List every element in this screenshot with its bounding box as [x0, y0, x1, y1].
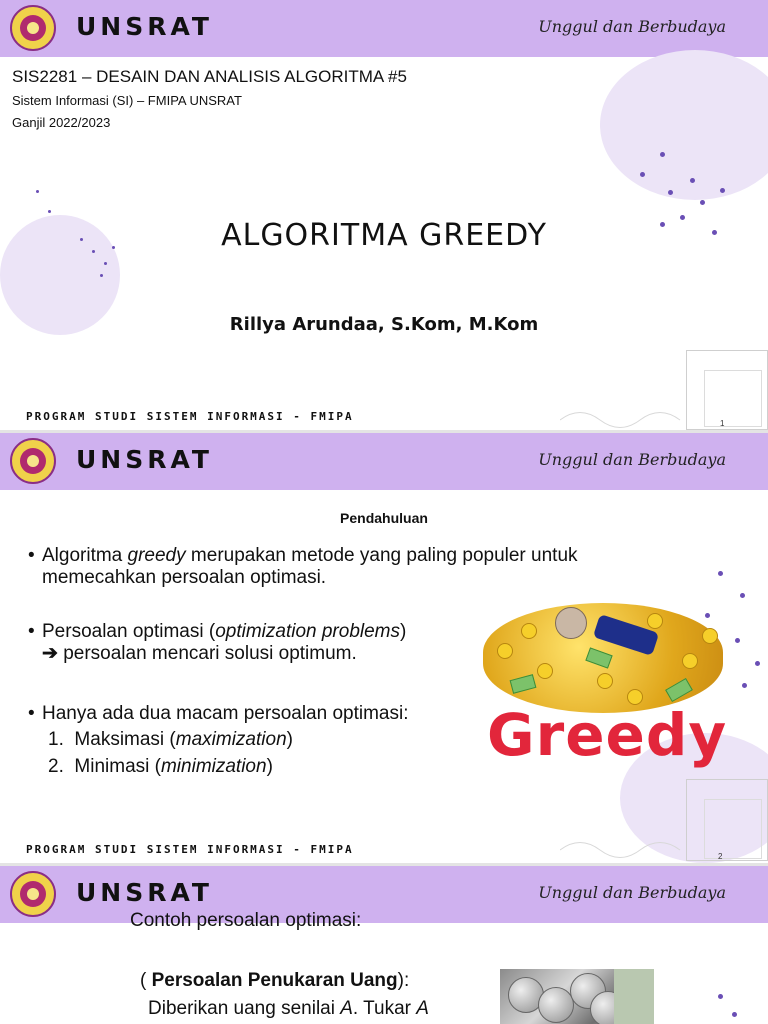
description-text: Diberikan uang senilai — [148, 998, 341, 1019]
unsrat-logo-icon — [10, 5, 56, 51]
semester: Ganjil 2022/2023 — [12, 115, 111, 130]
decor-wave — [560, 395, 760, 430]
decor-dot — [100, 274, 103, 277]
bullet-3: • Hanya ada dua macam persoalan optimasi: — [28, 703, 409, 724]
decor-wave — [560, 825, 760, 860]
slide-title: ALGORITMA GREEDY — [221, 218, 547, 253]
problem-description — [148, 998, 429, 1020]
list-number: 2. — [48, 756, 64, 777]
decor-dot — [104, 262, 107, 265]
slide-header — [0, 0, 768, 57]
slide-header — [0, 433, 768, 490]
list-item-1 — [48, 729, 293, 751]
motto: Unggul dan Berbudaya — [538, 450, 726, 469]
decor-dot — [720, 188, 725, 193]
slide-title: Contoh persoalan optimasi: — [130, 910, 362, 931]
slide-2 — [0, 433, 768, 863]
unsrat-logo-icon — [10, 438, 56, 484]
character-head — [555, 607, 587, 639]
decor-dot — [668, 190, 673, 195]
greedy-illustration — [477, 593, 731, 769]
decor-dot — [755, 661, 760, 666]
page-number: 2 — [718, 852, 723, 861]
greedy-word: Greedy — [487, 701, 728, 769]
list-item-emphasis: minimization — [160, 756, 267, 777]
course-title: SIS2281 – DESAIN DAN ANALISIS ALGORITMA #5 — [12, 67, 407, 86]
bullet-1-text-end: merupakan metode yang paling populer untuk — [185, 545, 578, 566]
slide-title: Pendahuluan — [340, 510, 428, 526]
bullet-3-text: Hanya ada dua macam persoalan optimasi: — [42, 703, 409, 724]
unsrat-logo-icon — [10, 871, 56, 917]
decor-dot — [640, 172, 645, 177]
problem-heading — [140, 970, 409, 992]
bullet-2-emphasis: optimization problems — [215, 621, 401, 642]
list-item-text-end: ) — [266, 756, 273, 777]
decor-dot — [718, 994, 723, 999]
problem-name: Persoalan Penukaran Uang — [151, 970, 398, 991]
bullet-1-text: Algoritma — [42, 545, 128, 566]
brand-name: UNSRAT — [76, 878, 213, 907]
author-name: Rillya Arundaa, S.Kom, M.Kom — [229, 314, 539, 335]
slide-3 — [0, 866, 768, 1024]
decor-dot — [732, 1012, 737, 1017]
slide-1 — [0, 0, 768, 430]
right-arrow-icon: ➔ — [42, 643, 58, 664]
decor-dot — [718, 571, 723, 576]
decor-dot — [660, 152, 665, 157]
decor-dot — [690, 178, 695, 183]
list-item-text: Minimasi ( — [74, 756, 161, 777]
list-number: 1. — [48, 729, 64, 750]
motto: Unggul dan Berbudaya — [538, 883, 726, 902]
decor-dot — [735, 638, 740, 643]
decor-blob — [600, 50, 768, 200]
paren-close: ): — [397, 970, 410, 991]
variable-a: A — [340, 998, 353, 1019]
bullet-2-line-2: persoalan mencari solusi optimum. — [63, 643, 357, 664]
list-item-2 — [48, 756, 273, 778]
bullet-2-text: Persoalan optimasi ( — [42, 621, 216, 642]
list-item-text: Maksimasi ( — [74, 729, 176, 750]
decor-dot — [742, 683, 747, 688]
decor-dot — [48, 210, 51, 213]
bullet-1: • Algoritma greedy merupakan metode yang paling populer untuk memecahkan persoalan optimasi. — [28, 545, 578, 588]
motto: Unggul dan Berbudaya — [538, 17, 726, 36]
description-text-mid: . Tukar — [352, 998, 417, 1019]
list-item-emphasis: maximization — [175, 729, 287, 750]
bullet-2-text-end: ) — [400, 621, 407, 642]
decor-dot — [740, 593, 745, 598]
list-item-text-end: ) — [286, 729, 293, 750]
brand-name: UNSRAT — [76, 445, 213, 474]
coins-image — [500, 969, 654, 1024]
decor-dot — [700, 200, 705, 205]
footer-text: PROGRAM STUDI SISTEM INFORMASI - FMIPA — [26, 410, 354, 423]
program-name: Sistem Informasi (SI) – FMIPA UNSRAT — [12, 93, 242, 108]
variable-a-2: A — [416, 998, 429, 1019]
footer-text: PROGRAM STUDI SISTEM INFORMASI - FMIPA — [26, 843, 354, 856]
brand-name: UNSRAT — [76, 12, 213, 41]
bullet-1-line-2: memecahkan persoalan optimasi. — [42, 567, 327, 588]
page-number: 1 — [720, 419, 725, 428]
decor-dot — [36, 190, 39, 193]
slide-header — [0, 866, 768, 923]
bullet-2: • Persoalan optimasi (optimization problems) ➔ persoalan mencari solusi optimum. — [28, 621, 407, 664]
bullet-1-emphasis: greedy — [127, 545, 186, 566]
paren-open: ( — [140, 970, 152, 991]
